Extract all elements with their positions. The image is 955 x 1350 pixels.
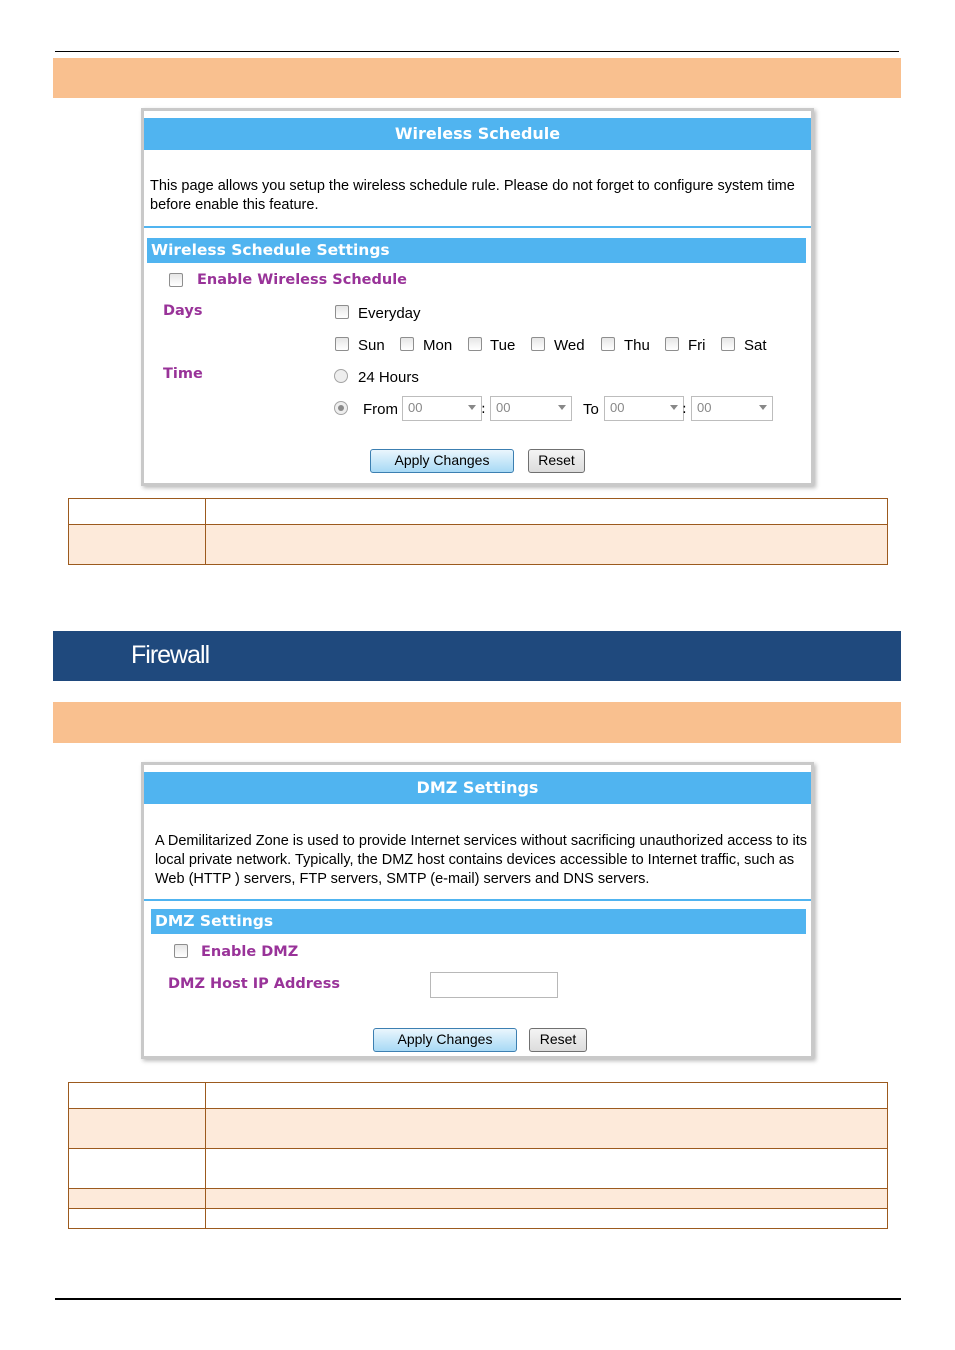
to-minute-value: 00 [697,400,712,415]
settings-header: Wireless Schedule Settings [147,238,806,263]
chevron-down-icon [759,405,767,410]
firewall-heading: Firewall [131,641,210,669]
table-row [69,1209,888,1229]
separator [144,226,811,228]
panel-description: A Demilitarized Zone is used to provide Internet services without sacrificing unauthorized access to its local private network. Typically, the DMZ host contains devices accessible to Internet traffic, such as Web (HTTP ) servers, FTP servers, SMTP (e-mail) servers and DNS servers. [155,833,808,887]
enable-dmz-label: Enable DMZ [201,944,299,960]
24-hours-radio[interactable] [334,369,348,383]
dmz-settings-panel [141,762,814,1059]
table-row [69,1189,888,1209]
table-row [69,499,888,525]
reset-button[interactable]: Reset [529,1028,587,1052]
settings-header: DMZ Settings [151,909,806,934]
day-label-mon: Mon [423,337,453,354]
to-minute-select[interactable] [691,396,773,421]
from-label: From [363,401,398,418]
panel-title: Wireless Schedule [144,118,811,150]
table-row [69,525,888,565]
days-label: Days [163,303,203,319]
everyday-label: Everyday [358,305,421,322]
chevron-down-icon [468,405,476,410]
enable-wireless-schedule-label: Enable Wireless Schedule [197,272,408,288]
day-label-thu: Thu [624,337,650,354]
day-label-fri: Fri [688,337,706,354]
wireless-schedule-panel [141,108,814,486]
panel-description: This page allows you setup the wireless schedule rule. Please do not forget to configure system time before enable this feature. [150,178,795,213]
panel-title: DMZ Settings [144,772,811,804]
to-hour-select[interactable] [604,396,684,421]
chevron-down-icon [558,405,566,410]
apply-changes-button[interactable]: Apply Changes [373,1028,517,1052]
separator [144,899,811,901]
24-hours-label: 24 Hours [358,369,419,386]
bottom-rule [55,1298,901,1300]
dmz-host-ip-label: DMZ Host IP Address [168,976,341,992]
firewall-section-header [53,631,901,681]
day-checkbox-wed[interactable] [531,337,545,351]
table-row [69,1109,888,1149]
apply-changes-button[interactable]: Apply Changes [370,449,514,473]
dmz-host-ip-input[interactable] [430,972,558,998]
day-label-tue: Tue [490,337,516,354]
table-row [69,1083,888,1109]
day-checkbox-thu[interactable] [601,337,615,351]
day-label-sun: Sun [358,337,385,354]
time-label: Time [163,366,203,382]
day-checkbox-sun[interactable] [335,337,349,351]
dmz-settings-table [68,1082,888,1229]
everyday-checkbox[interactable] [335,305,349,319]
to-label: To [583,401,599,418]
section-bar [53,58,901,98]
time-colon: : [682,401,687,417]
time-colon: : [481,401,486,417]
to-hour-value: 00 [610,400,625,415]
day-label-wed: Wed [554,337,585,354]
enable-wireless-schedule-checkbox[interactable] [169,273,183,287]
reset-button[interactable]: Reset [528,449,585,473]
from-time-radio[interactable] [334,401,348,415]
from-hour-value: 00 [408,400,423,415]
day-checkbox-fri[interactable] [665,337,679,351]
day-checkbox-tue[interactable] [468,337,482,351]
section-bar [53,702,901,743]
from-minute-value: 00 [496,400,511,415]
day-checkbox-mon[interactable] [400,337,414,351]
table-row [69,1149,888,1189]
from-hour-select[interactable] [402,396,482,421]
from-minute-select[interactable] [490,396,572,421]
enable-dmz-checkbox[interactable] [174,944,188,958]
day-label-sat: Sat [744,337,767,354]
chevron-down-icon [670,405,678,410]
day-checkbox-sat[interactable] [721,337,735,351]
top-rule [55,51,899,52]
wireless-schedule-table [68,498,888,565]
